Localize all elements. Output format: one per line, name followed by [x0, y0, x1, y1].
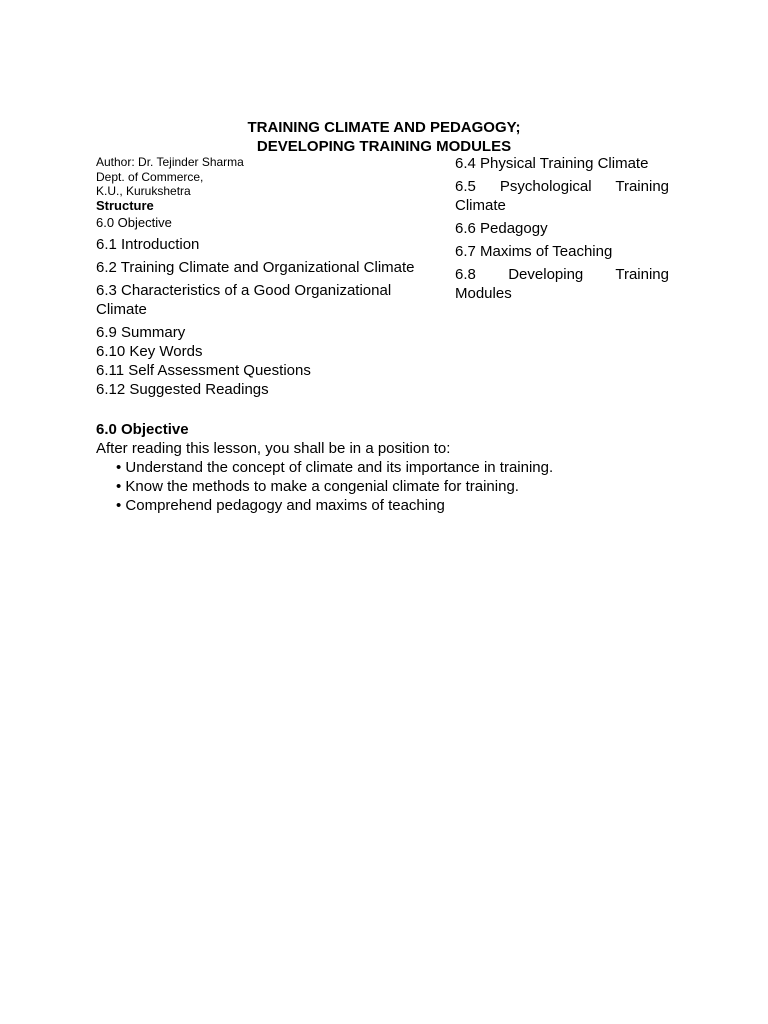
author-dept: Dept. of Commerce, — [96, 169, 204, 184]
objective-bullet: • Understand the concept of climate and its importance in training. — [116, 459, 554, 476]
author-block — [96, 155, 244, 199]
toc-item: 6.8 Developing Training Modules — [455, 266, 669, 302]
objective-heading: 6.0 Objective — [96, 421, 189, 438]
toc-item: 6.12 Suggested Readings — [96, 381, 269, 398]
toc-item: 6.10 Key Words — [96, 343, 203, 360]
structure-heading: Structure — [96, 198, 154, 213]
toc-item: 6.4 Physical Training Climate — [455, 155, 649, 172]
toc-item: 6.6 Pedagogy — [455, 220, 548, 237]
document-title-line-1: TRAINING CLIMATE AND PEDAGOGY; — [247, 119, 521, 136]
toc-item: 6.11 Self Assessment Questions — [96, 362, 311, 379]
objective-bullet: • Know the methods to make a congenial climate for training. — [116, 478, 519, 495]
toc-item: 6.7 Maxims of Teaching — [455, 243, 613, 260]
author-place: K.U., Kurukshetra — [96, 184, 191, 198]
toc-item: 6.1 Introduction — [96, 236, 200, 253]
structure-list-right — [455, 154, 669, 307]
toc-item: 6.2 Training Climate and Organizational Climate — [96, 259, 415, 276]
objective-bullet: • Comprehend pedagogy and maxims of teaching — [116, 497, 445, 514]
toc-item: 6.9 Summary — [96, 324, 186, 341]
author-name: Author: Dr. Tejinder Sharma — [96, 155, 244, 169]
objective-intro: After reading this lesson, you shall be in a position to: — [96, 440, 451, 457]
structure-list-left — [96, 214, 426, 399]
toc-item: 6.5 Psychological Training Climate — [455, 178, 669, 214]
document-title-line-2: DEVELOPING TRAINING MODULES — [256, 138, 512, 155]
objective-bullet-list — [116, 458, 553, 515]
toc-item: 6.3 Characteristics of a Good Organizational Climate — [96, 282, 392, 318]
toc-item: 6.0 Objective — [96, 215, 172, 230]
